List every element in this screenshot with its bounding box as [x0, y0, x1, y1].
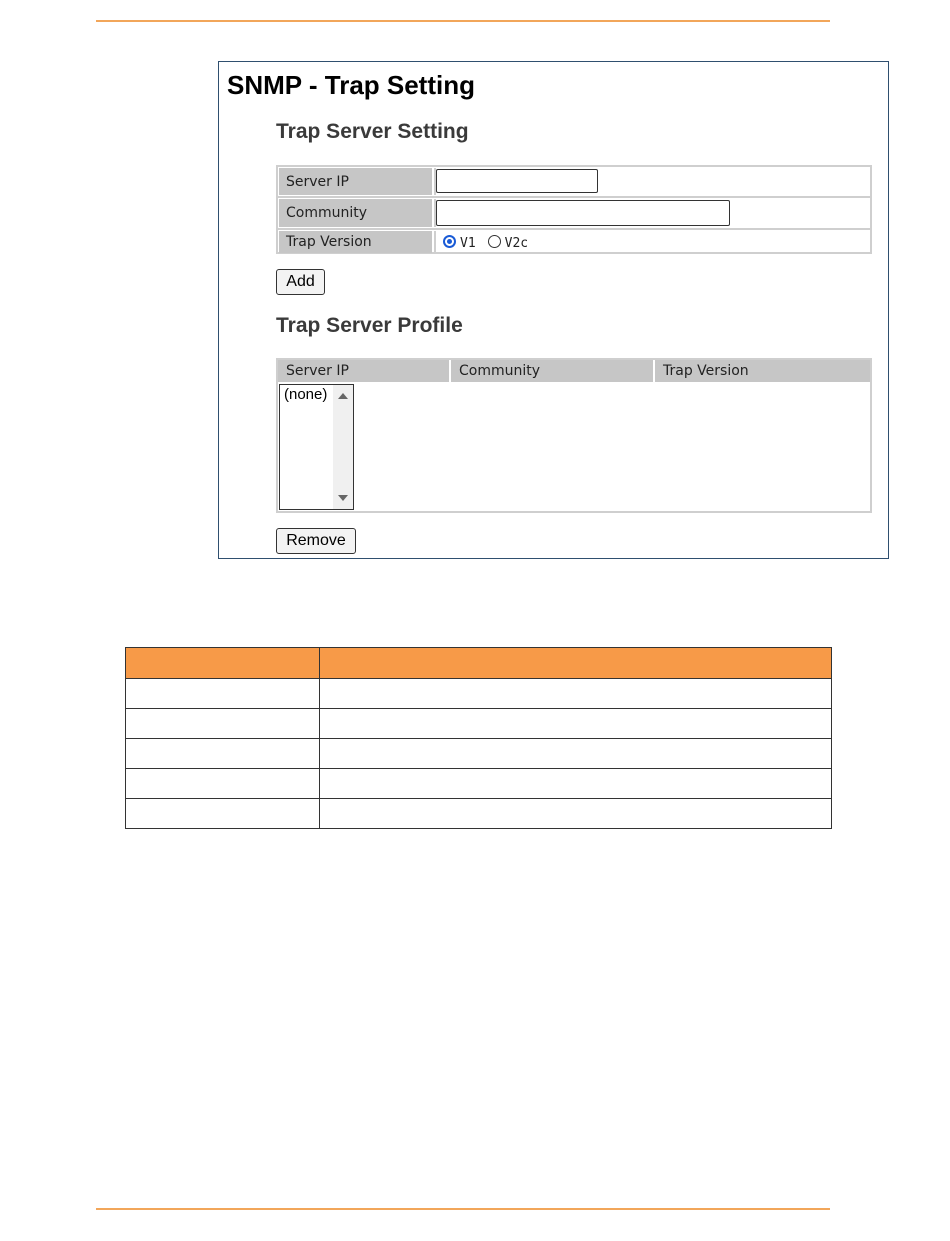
table-row	[126, 769, 832, 799]
server-ip-label: Server IP	[279, 168, 432, 195]
v1-radio[interactable]	[443, 235, 456, 248]
remove-button[interactable]: Remove	[276, 528, 356, 554]
trap-server-profile-heading: Trap Server Profile	[276, 314, 463, 337]
table-cell	[320, 679, 832, 709]
snmp-trap-panel	[218, 61, 889, 559]
table-row	[126, 799, 832, 829]
community-label: Community	[279, 199, 432, 227]
community-row	[278, 198, 870, 230]
table-cell	[320, 799, 832, 829]
table-row	[126, 739, 832, 769]
listbox-scrollbar[interactable]	[333, 385, 353, 509]
description-table	[125, 647, 832, 829]
trap-version-row	[278, 230, 870, 254]
bottom-rule	[96, 1208, 830, 1210]
table-cell	[126, 679, 320, 709]
v2c-radio-label[interactable]: V2c	[504, 236, 529, 251]
scroll-down-arrow-icon[interactable]	[338, 495, 348, 501]
table-cell	[320, 769, 832, 799]
table-header-cell	[320, 648, 832, 679]
community-input[interactable]	[436, 200, 730, 226]
table-cell	[126, 709, 320, 739]
v1-radio-label[interactable]: V1	[460, 236, 476, 251]
add-button[interactable]: Add	[276, 269, 325, 295]
trap-version-label: Trap Version	[279, 231, 432, 253]
trap-version-radio-group	[443, 234, 540, 249]
trap-server-setting-heading: Trap Server Setting	[276, 120, 469, 143]
table-row	[126, 709, 832, 739]
v2c-radio[interactable]	[488, 235, 501, 248]
column-header-trap-version: Trap Version	[655, 360, 870, 382]
page-title: SNMP - Trap Setting	[227, 70, 475, 100]
scroll-up-arrow-icon[interactable]	[338, 393, 348, 399]
column-header-server-ip: Server IP	[278, 360, 449, 382]
list-item[interactable]: (none)	[284, 386, 328, 403]
table-cell	[126, 769, 320, 799]
table-header-cell	[126, 648, 320, 679]
server-ip-input[interactable]	[436, 169, 598, 193]
profile-table-header	[278, 360, 870, 382]
column-header-community: Community	[451, 360, 653, 382]
table-cell	[126, 739, 320, 769]
table-cell	[320, 739, 832, 769]
trap-server-profile-table	[276, 358, 872, 513]
description-table-header	[126, 648, 832, 679]
trap-server-listbox[interactable]	[279, 384, 354, 510]
table-row	[126, 679, 832, 709]
server-ip-row	[278, 167, 870, 198]
table-cell	[320, 709, 832, 739]
table-cell	[126, 799, 320, 829]
top-rule	[96, 20, 830, 22]
trap-server-setting-table	[276, 165, 872, 254]
